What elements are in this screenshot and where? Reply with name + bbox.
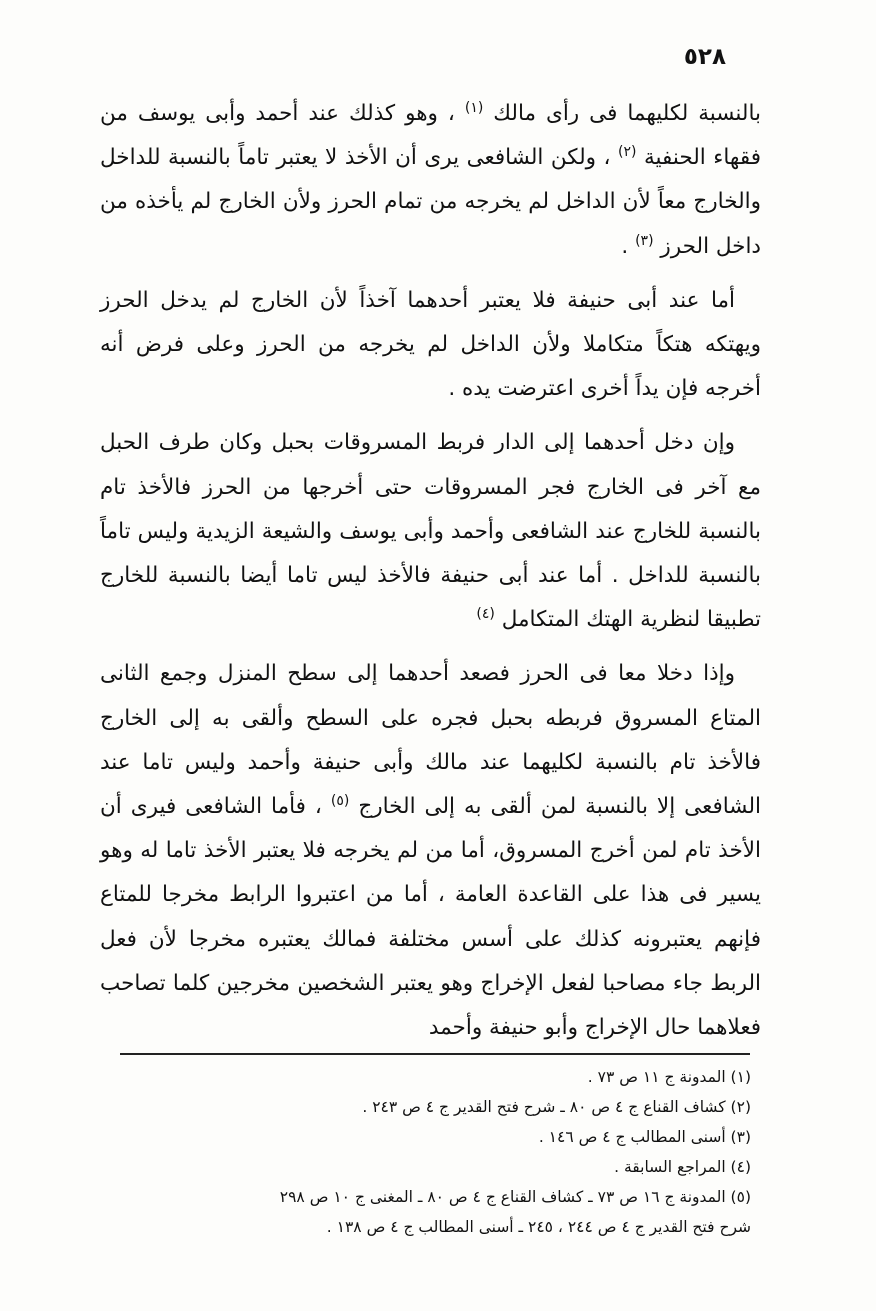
paragraph-2-text: أما عند أبى حنيفة فلا يعتبر أحدهما آخذاً لأن الخارج لم يدخل الحرز ويهتكه هتكاً متكاملا ولأن الداخل لم يخرجه من الحرز وعلى فرض أنه أخرجه فإن يداً أخرى اعترضت يده . [100,287,761,402]
paragraph-4-text-a: وإذا دخلا معا فى الحرز فصعد أحدهما إلى سطح المنزل وجمع الثانى المتاع المسروق فربطه بحبل فجره على السطح وألقى به إلى الخارج فالأخذ تام بالنسبة لكليهما عند مالك وأبى حنيفة وأحمد وليس تاما عند الشافعى إلا بالنسبة لمن ألقى به إلى الخارج [100,661,761,820]
paragraph-3 [100,421,761,642]
footnote-2: (٢) كشاف القناع ج ٤ ص ٨٠ ـ شرح فتح القدير ج ٤ ص ٢٤٣ . [362,1098,751,1116]
footnote-ref-5: (٥) [330,792,350,809]
footnote-divider [120,1053,750,1055]
footnote-4: (٤) المراجع السابقة . [614,1158,751,1176]
paragraph-1-text-a: بالنسبة لكليهما فى رأى مالك [493,101,761,126]
paragraph-4-text-b: ، فأما الشافعى فيرى أن الأخذ تام لمن أخرج المسروق، أما من لم يخرجه فلا يعتبر الأخذ تاما له وهو يسير فى هذا على القاعدة العامة ، أما من اعتبروا الرابط مخرجا للمتاع فإنهم يعتبرونه كذلك على أسس مختلفة فمالك يعتبره مخرجا لأن فعل الربط جاء مصاحبا لفعل الإخراج وهو يعتبر الشخصين مخرجين كلما تصاحب فعلاهما حال الإخراج وأبو حنيفة وأحمد [100,794,761,1041]
footnotes [80,1062,751,1242]
paragraph-2 [100,279,761,412]
page-number: ٥٢٨ [683,44,726,70]
footnote-3: (٣) أسنى المطالب ج ٤ ص ١٤٦ . [538,1128,751,1146]
footnote-ref-1: (١) [464,99,484,116]
paragraph-1-text-d: . [621,233,629,259]
footnote-5: (٥) المدونة ج ١٦ ص ٧٣ ـ كشاف القناع ج ٤ ص ٨٠ ـ المغنى ج ١٠ ص ٢٩٨ [279,1188,751,1206]
footnote-ref-3: (٣) [635,232,654,249]
paragraph-1-text-b: ، وهو كذلك عند أحمد وأبى يوسف من فقهاء الحنفية [100,101,761,171]
paragraph-4 [100,652,761,1050]
footnote-ref-4: (٤) [476,606,495,623]
paragraph-1-text-c: ، ولكن الشافعى يرى أن الأخذ لا يعتبر تاماً بالنسبة للداخل والخارج معاً لأن الداخل لم يخرجه من تمام الحرز ولأن الخارج لم يأخذه من داخل الحرز [100,145,761,259]
paragraph-1 [100,92,761,269]
footnote-5-continued: شرح فتح القدير ج ٤ ص ٢٤٤ ، ٢٤٥ ـ أسنى المطالب ج ٤ ص ١٣٨ . [326,1218,751,1236]
footnote-ref-2: (٢) [618,144,637,161]
footnote-1: (١) المدونة ج ١١ ص ٧٣ . [587,1068,751,1086]
paragraph-3-text: وإن دخل أحدهما إلى الدار فربط المسروقات بحبل وكان طرف الحبل مع آخر فى الخارج فجر المسروقات حتى أخرجها من الحرز فالأخذ تام بالنسبة للخارج عند الشافعى وأحمد وأبى يوسف والشيعة الزيدية وليس تاماً بالنسبة للداخل . أما عند أبى حنيفة فالأخذ ليس تاما أيضا بالنسبة للخارج تطبيقا لنظرية الهتك المتكامل [100,430,761,633]
main-text [100,92,761,1060]
